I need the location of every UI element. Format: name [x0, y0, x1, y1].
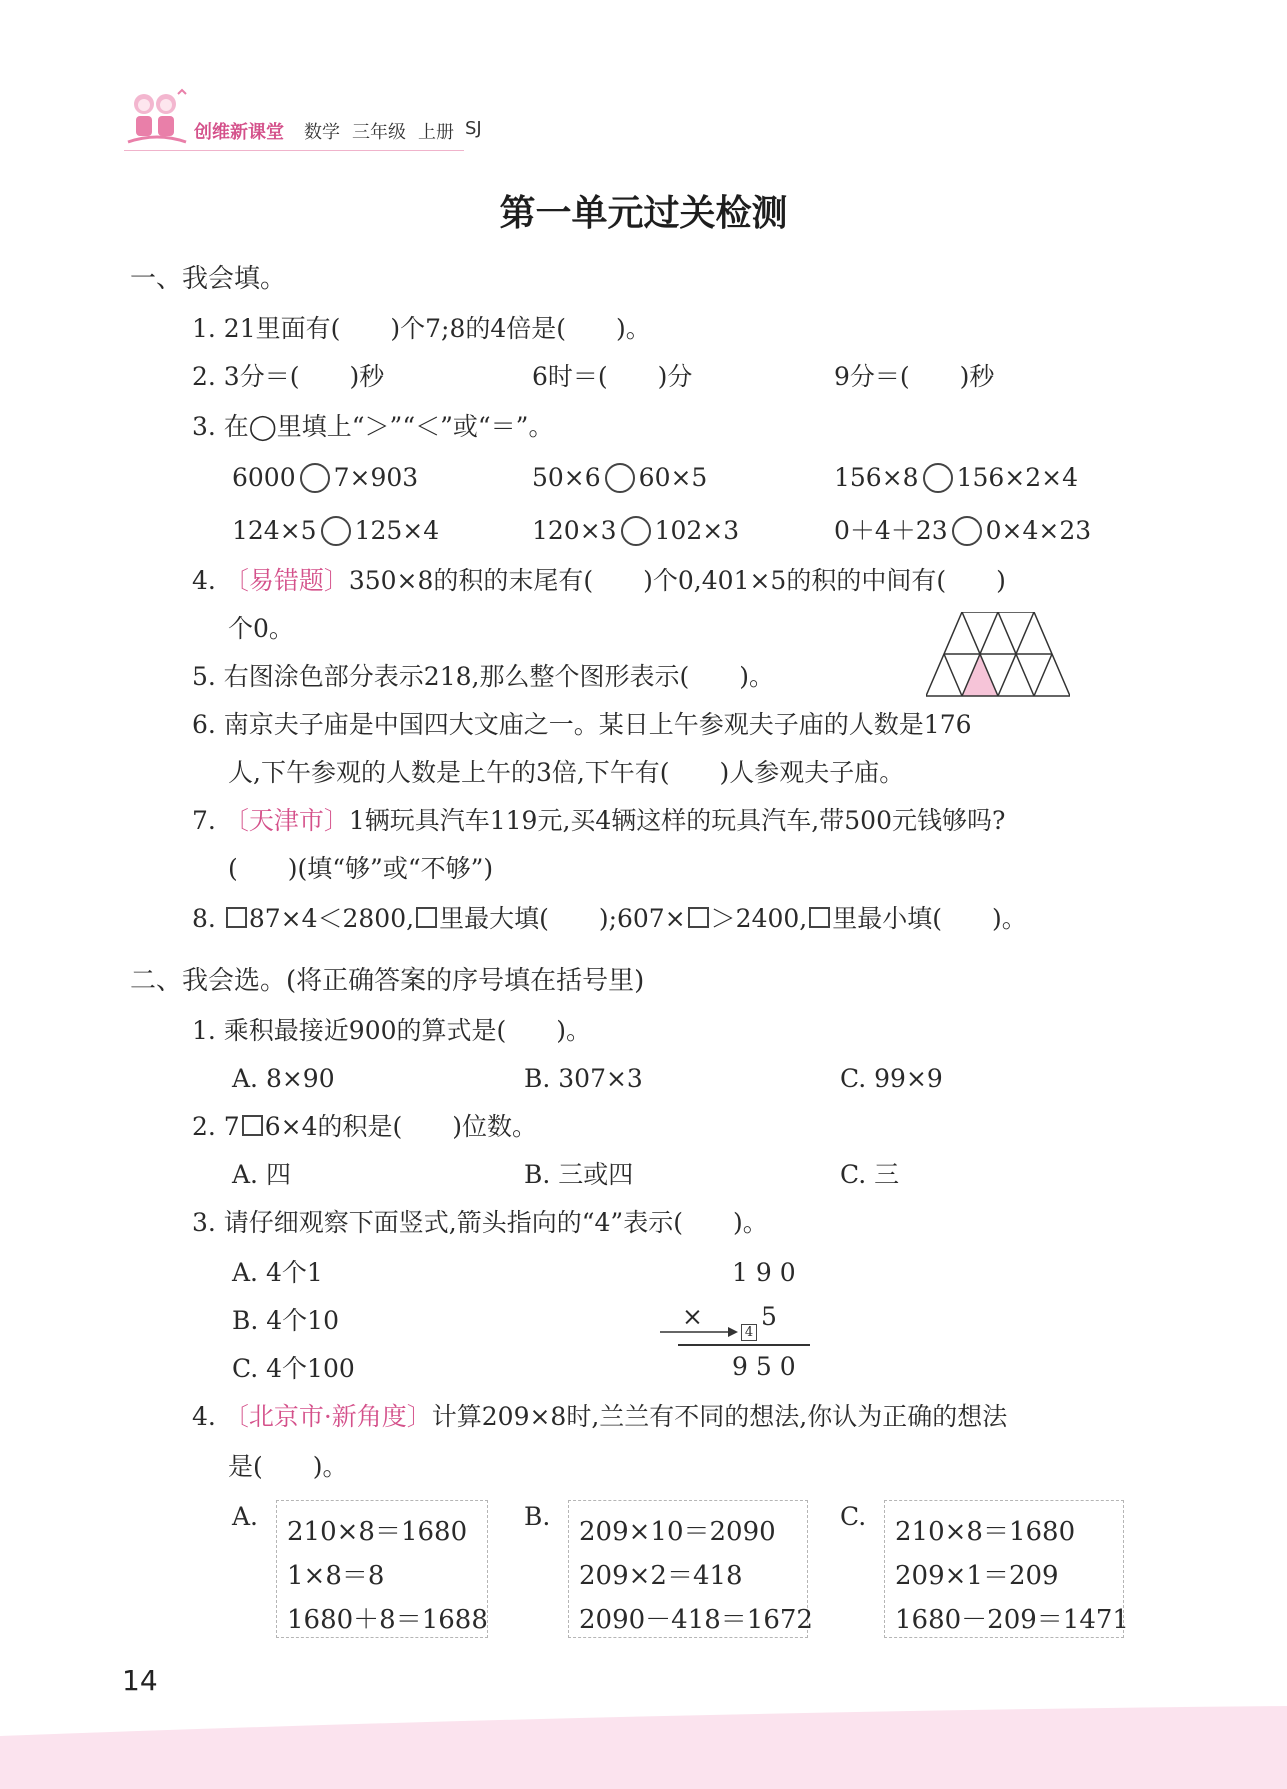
option-2-1-c: C. 99×9: [840, 1064, 943, 1093]
question-1-2a: 2. 3分＝( )秒: [192, 362, 385, 391]
method-line: 210×8＝1680: [287, 1517, 468, 1547]
method-line: 210×8＝1680: [895, 1517, 1076, 1547]
blank-square[interactable]: [226, 907, 247, 928]
question-1-1: 1. 21里面有( )个7;8的4倍是( )。: [192, 314, 651, 343]
question-2-4-line-2: 是( )。: [228, 1452, 348, 1481]
question-1-6-line-1: 6. 南京夫子庙是中国四大文庙之一。某日上午参观夫子庙的人数是176: [192, 710, 972, 739]
header-edition: SJ: [465, 118, 482, 139]
header-subject: 数学: [304, 122, 340, 143]
option-2-2-c: C. 三: [840, 1160, 900, 1189]
question-1-4: 4. 〔易错题〕350×8的积的末尾有( )个0,401×5的积的中间有( ): [192, 566, 1006, 595]
option-2-1-b: B. 307×3: [524, 1064, 643, 1093]
compare-circle[interactable]: [605, 463, 635, 493]
compare-circle[interactable]: [321, 516, 351, 546]
option-2-3-b: B. 4个10: [232, 1306, 339, 1335]
question-1-2b: 6时＝( )分: [532, 362, 693, 391]
option-2-3-c: C. 4个100: [232, 1354, 355, 1383]
question-1-4-cont: 个0。: [228, 614, 294, 643]
header-rule: [124, 150, 464, 151]
calc-line: [678, 1344, 810, 1346]
question-tag: 〔北京市·新角度〕: [223, 1402, 432, 1431]
calc-times-sign: ×: [682, 1302, 703, 1331]
footer-band: [0, 1706, 1287, 1789]
compare-circle[interactable]: [300, 463, 330, 493]
question-tag: 〔天津市〕: [223, 806, 349, 835]
question-2-4: 4. 〔北京市·新角度〕计算209×8时,兰兰有不同的想法,你认为正确的想法: [192, 1402, 1008, 1431]
compare-circle[interactable]: [621, 516, 651, 546]
blank-square[interactable]: [242, 1115, 263, 1136]
section-2-heading: 二、我会选。(将正确答案的序号填在括号里): [130, 966, 645, 996]
question-2-2: 2. 7 6×4的积是( )位数。: [192, 1112, 537, 1141]
method-line: 209×1＝209: [895, 1561, 1059, 1591]
compare-circle[interactable]: [923, 463, 953, 493]
blank-square[interactable]: [688, 907, 709, 928]
method-line: 1680＋8＝1688: [287, 1605, 488, 1635]
header-brand: 创维新课堂: [194, 122, 284, 143]
calc-multiplier: 5: [761, 1302, 777, 1331]
option-2-3-a: A. 4个1: [232, 1258, 323, 1287]
option-2-4-b-label: B.: [524, 1502, 551, 1531]
option-2-4-c-box: [884, 1500, 1129, 1638]
compare-row-2-c: 0＋4＋23 0×4×23: [834, 516, 1092, 545]
option-2-2-a: A. 四: [232, 1160, 291, 1189]
trapezoid-triangle-figure: [926, 612, 1070, 698]
option-2-4-b-box: [568, 1500, 813, 1638]
logo-kids-icon: [124, 88, 190, 154]
header-grade: 三年级: [352, 122, 406, 143]
option-2-2-b: B. 三或四: [524, 1160, 634, 1189]
question-1-7-line-2: ( )(填“够”或“不够”): [228, 854, 494, 883]
page-title: 第一单元过关检测: [499, 193, 788, 234]
question-1-5: 5. 右图涂色部分表示218,那么整个图形表示( )。: [192, 662, 774, 691]
calc-multiplicand: 1 9 0: [732, 1258, 796, 1287]
option-2-4-a-label: A.: [232, 1502, 259, 1531]
compare-row-1-b: 50×6 60×5: [532, 463, 708, 492]
header-volume: 上册: [418, 122, 454, 143]
question-1-3: 3. 在◯里填上“＞”“＜”或“＝”。: [192, 412, 554, 441]
arrow-icon: [660, 1324, 740, 1340]
section-1-heading: 一、我会填。: [130, 264, 287, 294]
method-line: 1×8＝8: [287, 1561, 385, 1591]
blank-square[interactable]: [809, 907, 830, 928]
page-number: 14: [122, 1664, 158, 1697]
calc-result: 9 5 0: [732, 1352, 796, 1381]
question-1-7: 7. 〔天津市〕1辆玩具汽车119元,买4辆这样的玩具汽车,带500元钱够吗?: [192, 806, 1006, 835]
option-2-4-a-box: [276, 1500, 488, 1638]
question-1-8: 8. 87×4＜2800, 里最大填( );607× ＞2400, 里最小填( )。: [192, 904, 1027, 933]
method-line: 2090－418＝1672: [579, 1605, 813, 1635]
question-tag: 〔易错题〕: [223, 566, 349, 595]
method-line: 1680－209＝1471: [895, 1605, 1129, 1635]
calc-carry-box: 4: [741, 1324, 757, 1341]
question-2-1: 1. 乘积最接近900的算式是( )。: [192, 1016, 592, 1045]
option-2-4-c-label: C.: [840, 1502, 867, 1531]
blank-square[interactable]: [416, 907, 437, 928]
compare-row-1-c: 156×8 156×2×4: [834, 463, 1079, 492]
compare-row-2-b: 120×3 102×3: [532, 516, 740, 545]
question-2-3: 3. 请仔细观察下面竖式,箭头指向的“4”表示( )。: [192, 1208, 768, 1237]
compare-row-2-a: 124×5 125×4: [232, 516, 440, 545]
method-line: 209×2＝418: [579, 1561, 743, 1591]
compare-row-1-a: 6000 7×903: [232, 463, 419, 492]
compare-circle[interactable]: [952, 516, 982, 546]
method-line: 209×10＝2090: [579, 1517, 776, 1547]
question-1-6-line-2: 人,下午参观的人数是上午的3倍,下午有( )人参观夫子庙。: [228, 758, 905, 787]
question-1-2c: 9分＝( )秒: [834, 362, 995, 391]
option-2-1-a: A. 8×90: [232, 1064, 335, 1093]
